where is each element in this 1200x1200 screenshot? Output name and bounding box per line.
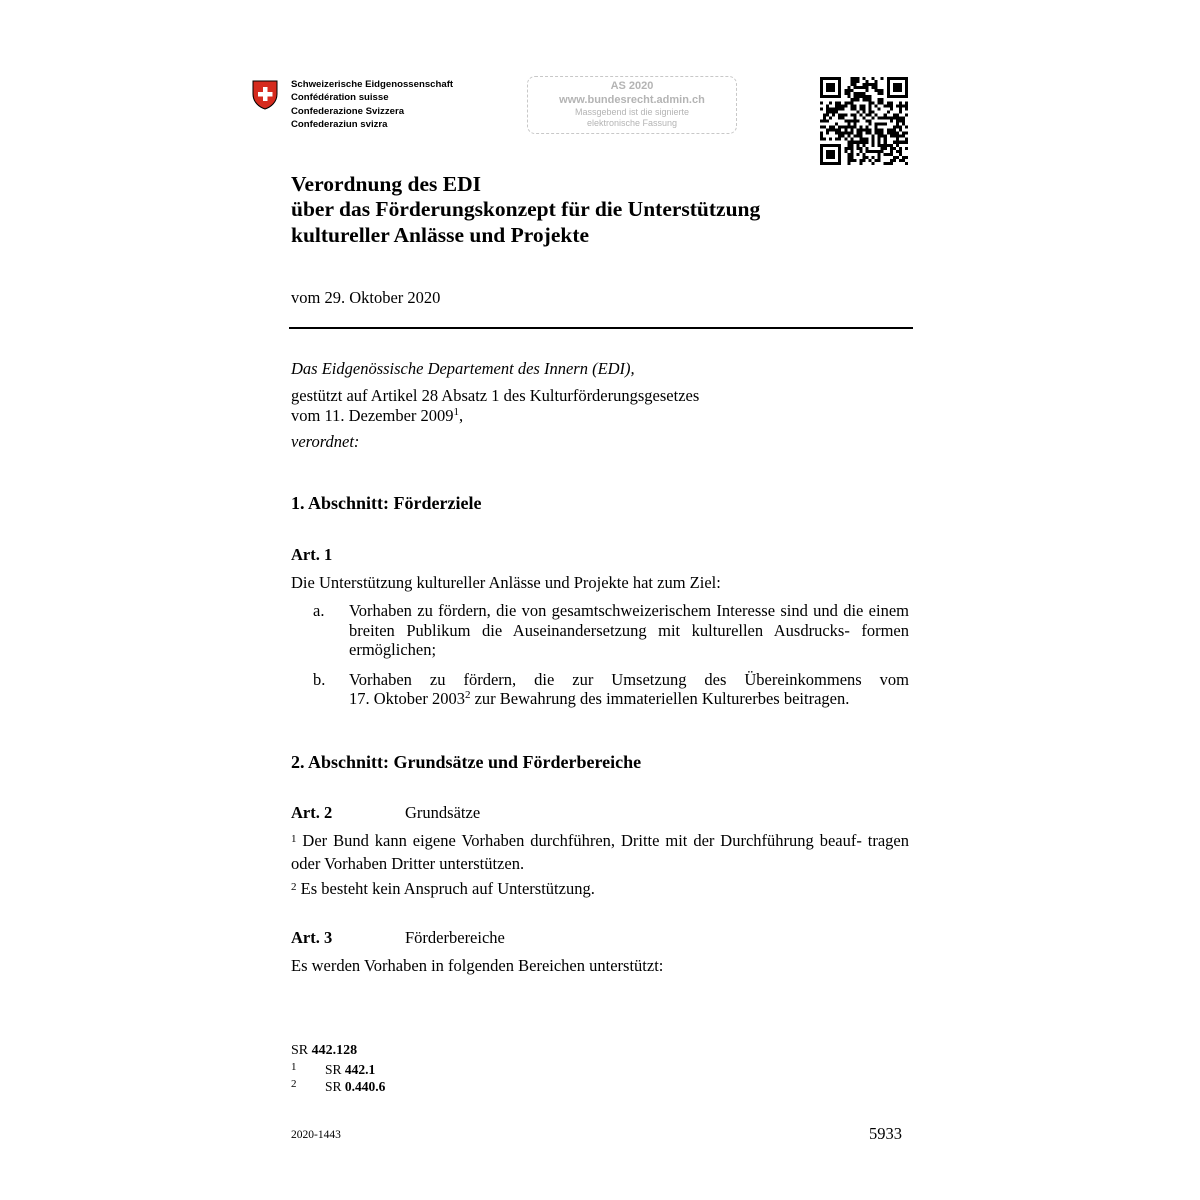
footnote-2-number: 2 bbox=[291, 1078, 297, 1090]
footnote-ref-1[interactable]: 1 bbox=[453, 406, 460, 418]
art-2-p1-number: 1 bbox=[291, 833, 297, 845]
footnote-2 bbox=[325, 1079, 385, 1095]
footnote-1 bbox=[325, 1062, 375, 1078]
preamble-basis-end: , bbox=[459, 406, 464, 425]
sr-number bbox=[291, 1043, 357, 1059]
federation-name bbox=[291, 78, 453, 131]
art-2-label: Art. 2 bbox=[291, 803, 333, 822]
page-number: 5933 bbox=[869, 1124, 902, 1143]
art-2-paragraph-2 bbox=[291, 879, 595, 901]
preamble-decree: verordnet: bbox=[291, 432, 360, 451]
art-1-item-a-letter: a. bbox=[313, 601, 325, 620]
stamp-note-2: elektronische Fassung bbox=[586, 118, 678, 128]
section-1-heading: 1. Abschnitt: Förderziele bbox=[291, 493, 482, 513]
stamp-as: AS 2020 bbox=[610, 80, 654, 92]
art-1-item-b-line-2 bbox=[349, 689, 849, 711]
footnote-1-sr: 442.1 bbox=[344, 1062, 376, 1077]
title-divider bbox=[289, 327, 913, 329]
sr-prefix: SR bbox=[291, 1043, 312, 1058]
document-date: vom 29. Oktober 2020 bbox=[291, 288, 441, 307]
preamble-basis-date: vom 11. Dezember 2009 bbox=[291, 406, 454, 425]
official-stamp bbox=[527, 76, 737, 134]
art-1-intro: Die Unterstützung kultureller Anlässe und Projekte hat zum Ziel: bbox=[291, 573, 721, 592]
swiss-cross-icon bbox=[252, 80, 278, 110]
preamble-basis-1: gestützt auf Artikel 28 Absatz 1 des Kulturförderungsgesetzes bbox=[291, 386, 700, 405]
art-1-item-b-date: 17. Oktober 2003 bbox=[349, 689, 465, 708]
footnote-1-number: 1 bbox=[291, 1061, 297, 1073]
footnote-1-prefix: SR bbox=[325, 1062, 345, 1077]
sr-number-value: 442.128 bbox=[311, 1043, 358, 1058]
art-3-label: Art. 3 bbox=[291, 928, 333, 947]
title-line-2: über das Förderungskonzept für die Unterstützung bbox=[291, 197, 761, 222]
footnote-ref-2[interactable]: 2 bbox=[464, 689, 471, 701]
document-number: 2020-1443 bbox=[291, 1129, 341, 1141]
art-1-item-b-letter: b. bbox=[313, 670, 326, 689]
art-1-item-b-rest: zur Bewahrung des immateriellen Kulturerbes beitragen. bbox=[470, 689, 850, 708]
federation-line-it: Confederazione Svizzera bbox=[291, 105, 405, 117]
art-1-item-b-line-1: Vorhaben zu fördern, die zur Umsetzung des Übereinkommens vom bbox=[349, 670, 909, 689]
art-2-paragraph-1 bbox=[291, 831, 909, 873]
footnote-2-sr: 0.440.6 bbox=[344, 1079, 386, 1094]
art-3-title: Förderbereiche bbox=[405, 928, 505, 947]
art-2-p1-text: Der Bund kann eigene Vorhaben durchführen, Dritte mit der Durchführung beauf- tragen oder Vorhaben Dritter unterstützen. bbox=[291, 831, 909, 873]
stamp-url[interactable]: www.bundesrecht.admin.ch bbox=[559, 94, 705, 106]
section-2-heading: 2. Abschnitt: Grundsätze und Förderbereiche bbox=[291, 752, 642, 772]
federation-line-fr: Confédération suisse bbox=[291, 92, 389, 104]
document-title bbox=[291, 172, 760, 248]
art-2-p2-text: Es besteht kein Anspruch auf Unterstützung. bbox=[296, 879, 595, 898]
title-line-1: Verordnung des EDI bbox=[291, 172, 481, 196]
art-3-intro: Es werden Vorhaben in folgenden Bereichen unterstützt: bbox=[291, 956, 664, 975]
preamble-authority: Das Eidgenössische Departement des Innern (EDI), bbox=[291, 359, 635, 378]
preamble-basis-2 bbox=[291, 406, 463, 428]
footnote-2-prefix: SR bbox=[325, 1079, 345, 1094]
art-1-item-a-text: Vorhaben zu fördern, die von gesamtschweizerischem Interesse sind und die einem breiten Publikum die Auseinandersetzung mit kulturellen Ausdrucks- formen ermöglichen; bbox=[349, 601, 909, 659]
stamp-note-1: Massgebend ist die signierte bbox=[574, 107, 690, 117]
qr-code-icon bbox=[820, 77, 908, 165]
federation-line-de: Schweizerische Eidgenossenschaft bbox=[291, 79, 454, 90]
art-2-p2-number: 2 bbox=[291, 881, 297, 893]
art-2-title: Grundsätze bbox=[405, 803, 481, 822]
federation-line-rm: Confederaziun svizra bbox=[291, 118, 388, 130]
art-1-label: Art. 1 bbox=[291, 545, 333, 564]
title-line-3: kultureller Anlässe und Projekte bbox=[291, 222, 590, 247]
